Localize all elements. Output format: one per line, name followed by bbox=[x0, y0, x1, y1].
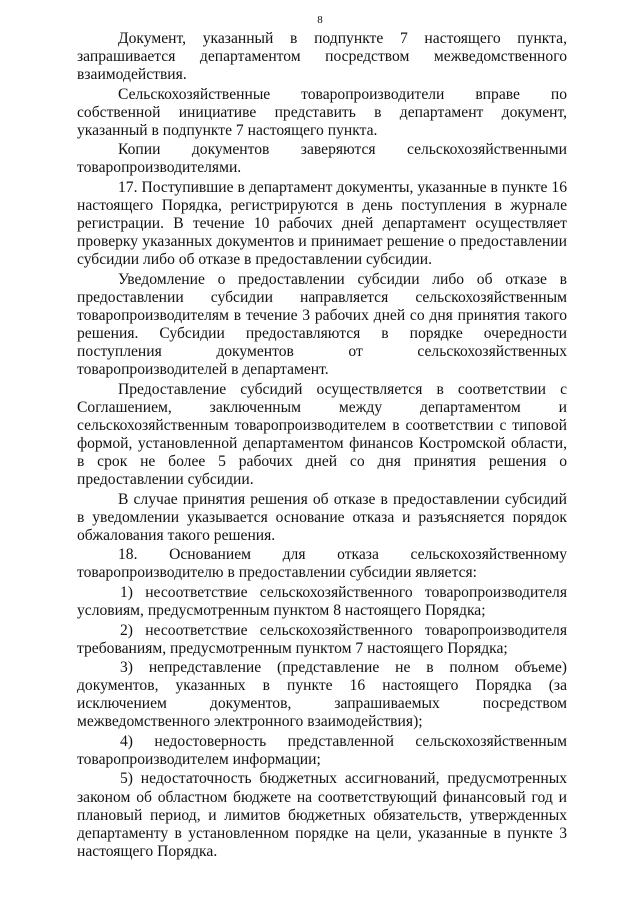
paragraph-own-initiative: Сельскохозяйственные товаропроизводители вправе по собственной инициативе представить в департамент документ, указанный в подпункте 7 настоящего пункта. bbox=[77, 85, 567, 139]
paragraph-notification: Уведомление о предоставлении субсидии либо об отказе в предоставлении субсидии направляется сельскохозяйственным товаропроизводителям в течение 3 рабочих дней со дня принятия такого решения. Субсидии предоставляются в порядке очередности поступления документов от сельскохозяйственных товаропроизводителей в департамент. bbox=[77, 270, 567, 379]
paragraph-document-request: Документ, указанный в подпункте 7 настоящего пункта, запрашивается департаментом посредством межведомственного взаимодействия. bbox=[77, 30, 567, 84]
document-body bbox=[77, 30, 567, 862]
list-item-4: 4) недостоверность представленной сельскохозяйственным товаропроизводителем информации; bbox=[77, 732, 567, 768]
page-number: 8 bbox=[317, 14, 323, 26]
list-item-5: 5) недостаточность бюджетных ассигнований, предусмотренных законом об областном бюджете на соответствующий финансовый год и плановый период, и лимитов бюджетных обязательств, утвержденных департаменту в установленном порядке на цели, указанные в пункте 3 настоящего Порядка. bbox=[77, 770, 567, 860]
paragraph-agreement: Предоставление субсидий осуществляется в соответствии с Соглашением, заключенным между департаментом и сельскохозяйственным товаропроизводителем в соответствии с типовой формой, установленной департаментом финансов Костромской области, в срок не более 5 рабочих дней со дня принятия решения о предоставлении субсидии. bbox=[77, 380, 567, 489]
list-item-2: 2) несоответствие сельскохозяйственного товаропроизводителя требованиям, предусмотренным пунктом 7 настоящего Порядка; bbox=[77, 621, 567, 657]
paragraph-clause-18: 18. Основанием для отказа сельскохозяйственному товаропроизводителю в предоставлении субсидии является: bbox=[77, 546, 567, 582]
paragraph-clause-17: 17. Поступившие в департамент документы, указанные в пункте 16 настоящего Порядка, регистрируются в день поступления в журнале регистрации. В течение 10 рабочих дней департамент осуществляет проверку указанных документов и принимает решение о предоставлении субсидии либо об отказе в предоставлении субсидии. bbox=[77, 178, 567, 269]
paragraph-copies-certified: Копии документов заверяются сельскохозяйственными товаропроизводителями. bbox=[77, 141, 567, 177]
paragraph-refusal-notice: В случае принятия решения об отказе в предоставлении субсидий в уведомлении указывается основание отказа и разъясняется порядок обжалования такого решения. bbox=[77, 490, 567, 544]
list-item-3: 3) непредставление (представление не в полном объеме) документов, указанных в пункте 16 настоящего Порядка (за исключением документов, запрашиваемых посредством межведомственного электронного взаимодействия); bbox=[77, 659, 567, 731]
list-item-1: 1) несоответствие сельскохозяйственного товаропроизводителя условиям, предусмотренным пунктом 8 настоящего Порядка; bbox=[77, 583, 567, 620]
